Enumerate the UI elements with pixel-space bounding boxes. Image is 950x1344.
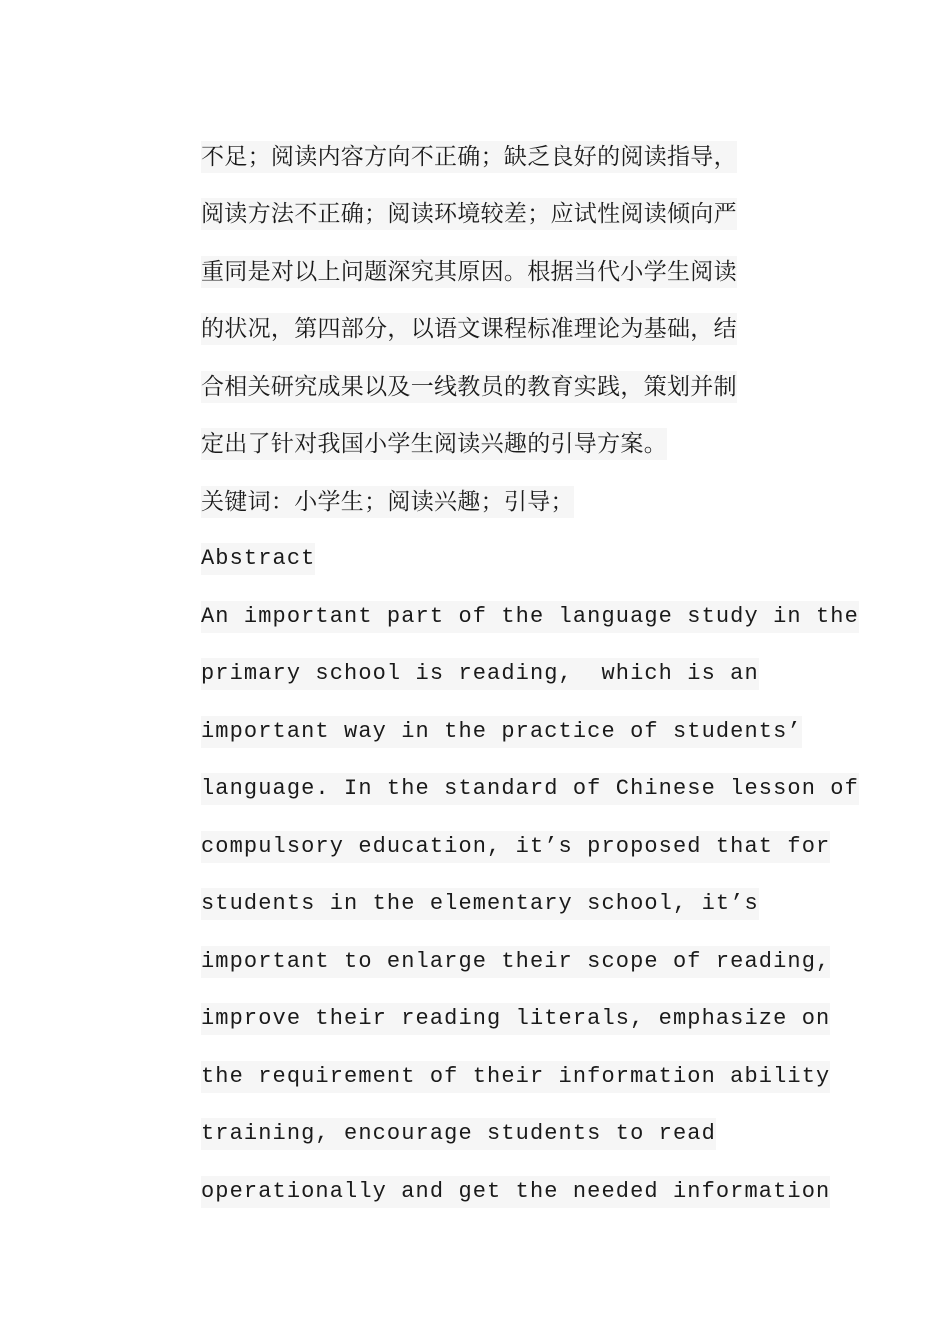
abstract-line-en: the requirement of their information ability bbox=[201, 1061, 830, 1093]
abstract-line-en: students in the elementary school, it’s bbox=[201, 888, 759, 920]
abstract-line-en: improve their reading literals, emphasize on bbox=[201, 1003, 830, 1035]
abstract-line-en: important to enlarge their scope of reading, bbox=[201, 946, 830, 978]
abstract-line-en: operationally and get the needed information bbox=[201, 1176, 830, 1208]
abstract-heading: Abstract bbox=[201, 543, 315, 575]
abstract-line-en: important way in the practice of students’ bbox=[201, 716, 802, 748]
abstract-line-en: An important part of the language study in the bbox=[201, 601, 859, 633]
abstract-line-en: compulsory education, it’s proposed that for bbox=[201, 831, 830, 863]
abstract-line-cn: 定出了针对我国小学生阅读兴趣的引导方案。 bbox=[201, 428, 667, 460]
abstract-line-cn: 不足；阅读内容方向不正确；缺乏良好的阅读指导， bbox=[201, 141, 737, 173]
abstract-line-cn: 合相关研究成果以及一线教员的教育实践，策划并制 bbox=[201, 371, 737, 403]
abstract-line-cn: 的状况，第四部分，以语文课程标准理论为基础，结 bbox=[201, 313, 737, 345]
abstract-line-en: primary school is reading, which is an bbox=[201, 658, 759, 690]
abstract-line-en: language. In the standard of Chinese lesson of bbox=[201, 773, 859, 805]
abstract-line-cn: 阅读方法不正确；阅读环境较差；应试性阅读倾向严 bbox=[201, 198, 737, 230]
abstract-line-en: training, encourage students to read bbox=[201, 1118, 716, 1150]
keywords-line: 关键词：小学生；阅读兴趣；引导； bbox=[201, 486, 574, 518]
abstract-line-cn: 重同是对以上问题深究其原因。根据当代小学生阅读 bbox=[201, 256, 737, 288]
